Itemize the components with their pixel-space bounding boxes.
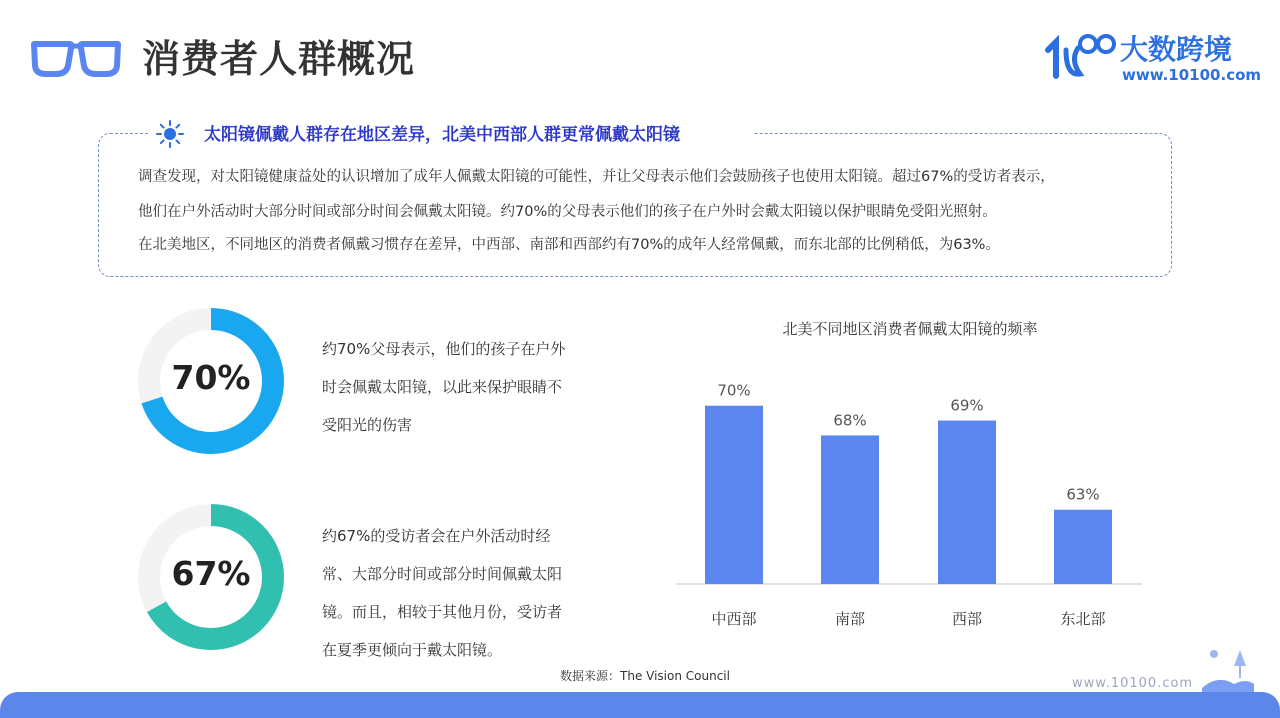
bar-chart — [660, 310, 1160, 640]
insight-paragraph-1: 调查发现，对太阳镜健康益处的认识增加了成年人佩戴太阳镜的可能性，并让父母表示他们会鼓励孩子也使用太阳镜。超过67%的受访者表示， — [138, 169, 1055, 185]
bar-value-label: 68% — [833, 411, 867, 430]
stat-ring-respondents — [136, 502, 286, 656]
stat-ring-parents — [136, 306, 286, 460]
sun-icon — [156, 120, 184, 148]
logo-icon — [1044, 30, 1118, 80]
insight-paragraph-3: 在北美地区，不同地区的消费者佩戴习惯存在差异，中西部、南部和西部约有70%的成年人经常佩戴，而东北部的比例稍低，为63%。 — [138, 237, 1000, 253]
bar-3 — [938, 421, 996, 584]
page-title: 消费者人群概况 — [142, 37, 416, 81]
bar-value-label: 63% — [1066, 485, 1100, 504]
bar-value-label: 70% — [717, 381, 751, 400]
bar-1 — [705, 406, 763, 584]
data-source: 数据来源：The Vision Council — [560, 669, 730, 683]
logo-name: 大数跨境 — [1120, 33, 1233, 66]
stat-description: 约70%父母表示，他们的孩子在户外时会佩戴太阳镜，以此来保护眼睛不受阳光的伤害 — [322, 340, 566, 434]
stat-value: 67% — [171, 554, 251, 593]
category-label: 南部 — [834, 610, 866, 628]
stat-description: 约67%的受访者会在户外活动时经常、大部分时间或部分时间佩戴太阳镜。而且，相较于其他月份，受访者在夏季更倾向于戴太阳镜。 — [322, 527, 563, 659]
category-label: 西部 — [951, 610, 983, 628]
logo-url[interactable]: www.10100.com — [1122, 66, 1262, 84]
category-label: 东北部 — [1060, 610, 1106, 628]
footer-url[interactable]: www.10100.com — [1072, 676, 1194, 691]
insight-paragraph-2: 他们在户外活动时大部分时间或部分时间会佩戴太阳镜。约70%的父母表示他们的孩子在户外时会戴太阳镜以保护眼睛免受阳光照射。 — [138, 204, 997, 220]
insight-heading: 太阳镜佩戴人群存在地区差异，北美中西部人群更常佩戴太阳镜 — [204, 125, 680, 145]
chart-title: 北美不同地区消费者佩戴太阳镜的频率 — [782, 320, 1038, 338]
bar-2 — [821, 435, 879, 584]
bar-4 — [1054, 510, 1112, 584]
stat-value: 70% — [171, 358, 251, 397]
footer-bar — [0, 692, 1280, 718]
category-label: 中西部 — [711, 610, 757, 628]
glasses-icon — [30, 38, 122, 78]
landscape-icon — [1200, 644, 1256, 692]
bar-value-label: 69% — [950, 396, 984, 415]
